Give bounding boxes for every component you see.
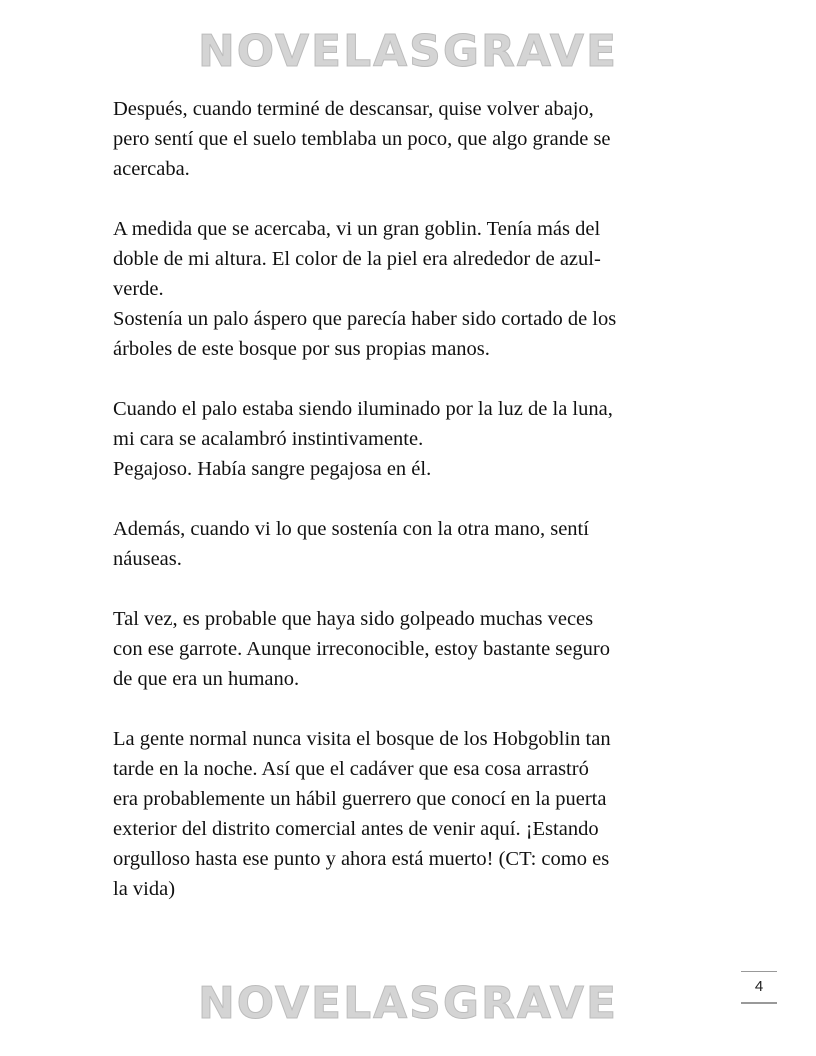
text-line: Cuando el palo estaba siendo iluminado por la luz de la luna, — [113, 398, 613, 420]
text-line: La gente normal nunca visita el bosque de los Hobgoblin tan — [113, 728, 611, 750]
paragraph-1 — [113, 94, 713, 184]
text-line: de que era un humano. — [113, 668, 300, 690]
paragraph-8 — [113, 724, 713, 904]
text-line: A medida que se acercaba, vi un gran goblin. Tenía más del — [113, 218, 601, 240]
text-line: Tal vez, es probable que haya sido golpeado muchas veces — [113, 608, 594, 630]
text-line: Pegajoso. Había sangre pegajosa en él. — [113, 458, 432, 480]
paragraph-6 — [113, 514, 713, 574]
paragraph-5 — [113, 454, 713, 484]
text-line: Además, cuando vi lo que sostenía con la otra mano, sentí — [113, 518, 589, 540]
paragraph-7 — [113, 604, 713, 694]
text-line: Después, cuando terminé de descansar, quise volver abajo, — [113, 98, 594, 120]
text-line: con ese garrote. Aunque irreconocible, estoy bastante seguro — [113, 638, 610, 660]
text-line: náuseas. — [113, 548, 182, 570]
page-body — [113, 94, 713, 934]
text-line: tarde en la noche. Así que el cadáver que esa cosa arrastró — [113, 758, 589, 780]
text-line: orgulloso hasta ese punto y ahora está muerto! (CT: como es — [113, 848, 610, 870]
text-line: exterior del distrito comercial antes de venir aquí. ¡Estando — [113, 818, 599, 840]
text-line: verde. — [113, 278, 164, 300]
page-number: 4 — [741, 971, 777, 1004]
text-line: acercaba. — [113, 158, 190, 180]
paragraph-2 — [113, 214, 713, 304]
paragraph-3 — [113, 304, 713, 364]
text-line: la vida) — [113, 878, 176, 900]
paragraph-4 — [113, 394, 713, 454]
text-line: era probablemente un hábil guerrero que conocí en la puerta — [113, 788, 607, 810]
text-line: mi cara se acalambró instintivamente. — [113, 428, 424, 450]
text-line: doble de mi altura. El color de la piel era alrededor de azul- — [113, 248, 601, 270]
text-line: pero sentí que el suelo temblaba un poco, que algo grande se — [113, 128, 611, 150]
text-line: árboles de este bosque por sus propias manos. — [113, 338, 490, 360]
header-watermark: NOVELASGRAVE — [197, 26, 619, 77]
footer-watermark: NOVELASGRAVE — [197, 978, 619, 1029]
text-line: Sostenía un palo áspero que parecía haber sido cortado de los — [113, 308, 617, 330]
